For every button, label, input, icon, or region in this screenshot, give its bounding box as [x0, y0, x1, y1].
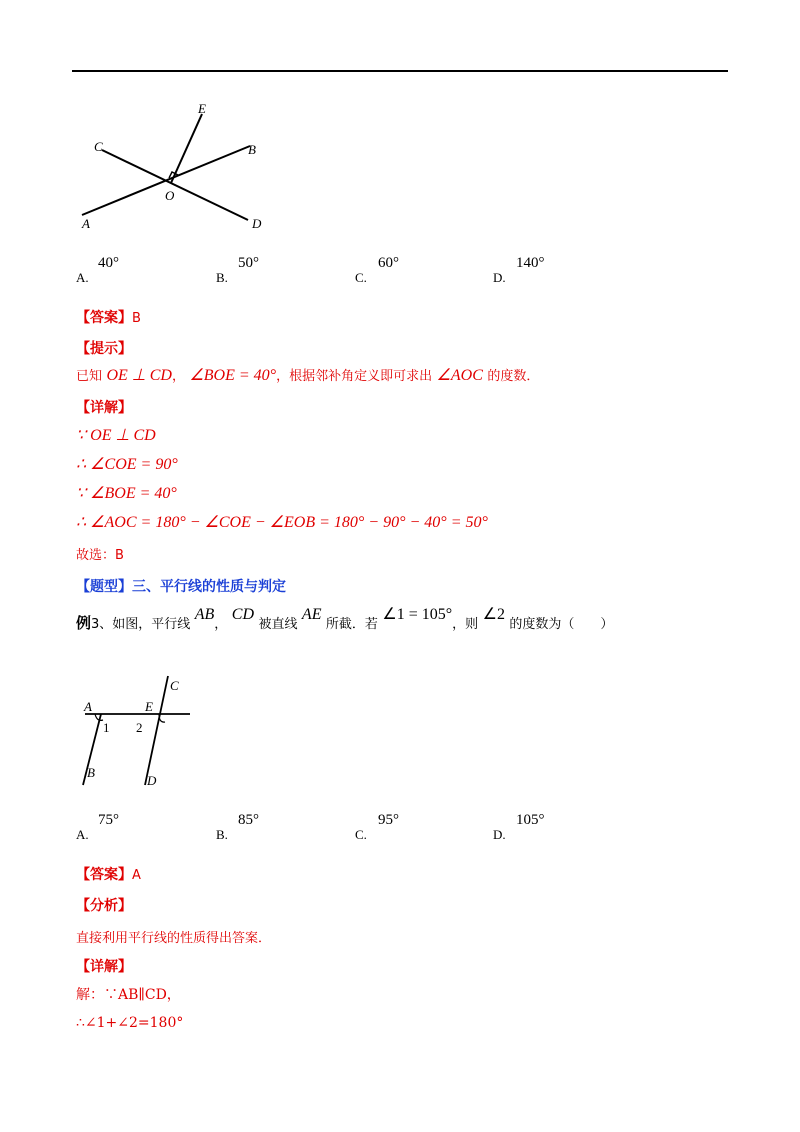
label-C2: C [170, 678, 179, 693]
hint-tag: 【提示】 [76, 341, 132, 357]
label-A: A [82, 216, 90, 231]
label-E2: E [145, 699, 153, 714]
label-angle-2: 2 [136, 720, 143, 735]
answer-value: B [132, 311, 141, 326]
topic-text: 【题型】三、平行线的性质与判定 [76, 579, 286, 595]
label-O: O [165, 188, 175, 203]
q3-step-2: ∴∠1+∠2=180° [76, 1015, 184, 1031]
q3-analysis: 直接利用平行线的性质得出答案． [76, 931, 272, 946]
q2-step-4: ∴ ∠AOC = 180° − ∠COE − ∠EOB = 180° − 90° − 40° = 50° [76, 514, 488, 531]
option-d-value: 140° [516, 255, 545, 271]
hint-text-2: ， [171, 369, 185, 384]
label-B: B [248, 142, 256, 157]
q3-stem [76, 606, 614, 633]
detail-tag: 【详解】 [76, 400, 132, 416]
q2-choose: 故选：B [76, 548, 124, 563]
option-b-value: 50° [238, 255, 259, 271]
q2-hint-tag-line [76, 338, 132, 358]
hint-text-1: 已知 [76, 369, 103, 384]
figure-intersecting-lines [70, 100, 280, 235]
q3-detail-tag: 【详解】 [76, 959, 132, 975]
q3-option-d-value: 105° [516, 812, 545, 828]
q3-option-c-value: 95° [378, 812, 399, 828]
hint-text-3: ，根据邻补角定义即可求出 [276, 369, 433, 384]
label-D2: D [147, 773, 157, 788]
q3-stem-3: 被直线 [258, 617, 298, 632]
label-C: C [94, 139, 103, 154]
q3-option-b-letter: B. [216, 827, 228, 842]
q3-stem-6: 的度数为（ ） [509, 617, 614, 632]
q3-option-c-letter: C. [355, 827, 367, 842]
q3-stem-2: ， [214, 617, 228, 632]
q3-stem-math-2: CD [231, 606, 254, 623]
q3-stem-math-3: AE [301, 606, 322, 623]
q3-stem-1: 3、如图，平行线 [91, 617, 191, 632]
hint-math-3: ∠AOC [436, 367, 483, 384]
q3-detail-tag-line [76, 956, 132, 976]
option-b-letter: B. [216, 270, 228, 285]
q2-step-1: ∵ OE ⊥ CD [76, 427, 156, 444]
q2-answer-line [76, 307, 141, 327]
figure-parallel-lines [75, 670, 205, 795]
q3-option-a-letter: A. [76, 827, 89, 842]
label-A2: A [84, 699, 92, 714]
label-angle-1: 1 [103, 720, 110, 735]
q3-stem-5: ，则 [452, 617, 479, 632]
q3-prefix: 例 [76, 614, 92, 632]
topic-heading [76, 576, 286, 596]
q2-step-3: ∵ ∠BOE = 40° [76, 485, 177, 502]
q3-analysis-tag: 【分析】 [76, 898, 132, 914]
q3-stem-4: 所截．若 [325, 617, 378, 632]
label-E: E [198, 101, 206, 116]
answer-tag: 【答案】 [76, 310, 132, 326]
q3-answer-value: A [132, 868, 141, 883]
hint-math-2: ∠BOE = 40° [189, 367, 277, 384]
q3-option-b-value: 85° [238, 812, 259, 828]
hint-math-1: OE ⊥ CD [106, 367, 172, 384]
q2-hint-line [76, 365, 539, 385]
option-a-value: 40° [98, 255, 119, 271]
label-D: D [252, 216, 262, 231]
q3-step-1: 解：∵AB∥CD， [76, 987, 181, 1003]
q2-step-2: ∴ ∠COE = 90° [76, 456, 178, 473]
option-a-letter: A. [76, 270, 89, 285]
q3-stem-math-5: ∠2 [482, 606, 505, 623]
option-d-letter: D. [493, 270, 506, 285]
q3-stem-math-4: ∠1 = 105° [382, 606, 453, 623]
q3-answer-line [76, 864, 141, 884]
q3-option-d-letter: D. [493, 827, 506, 842]
option-c-value: 60° [378, 255, 399, 271]
option-c-letter: C. [355, 270, 367, 285]
hint-text-4: 的度数． [487, 369, 540, 384]
q3-option-a-value: 75° [98, 812, 119, 828]
q3-analysis-tag-line [76, 895, 132, 915]
q3-stem-math-1: AB [194, 606, 215, 623]
q2-detail-tag-line [76, 397, 132, 417]
q3-answer-tag: 【答案】 [76, 867, 132, 883]
label-B2: B [87, 765, 95, 780]
header-rule [72, 70, 728, 72]
